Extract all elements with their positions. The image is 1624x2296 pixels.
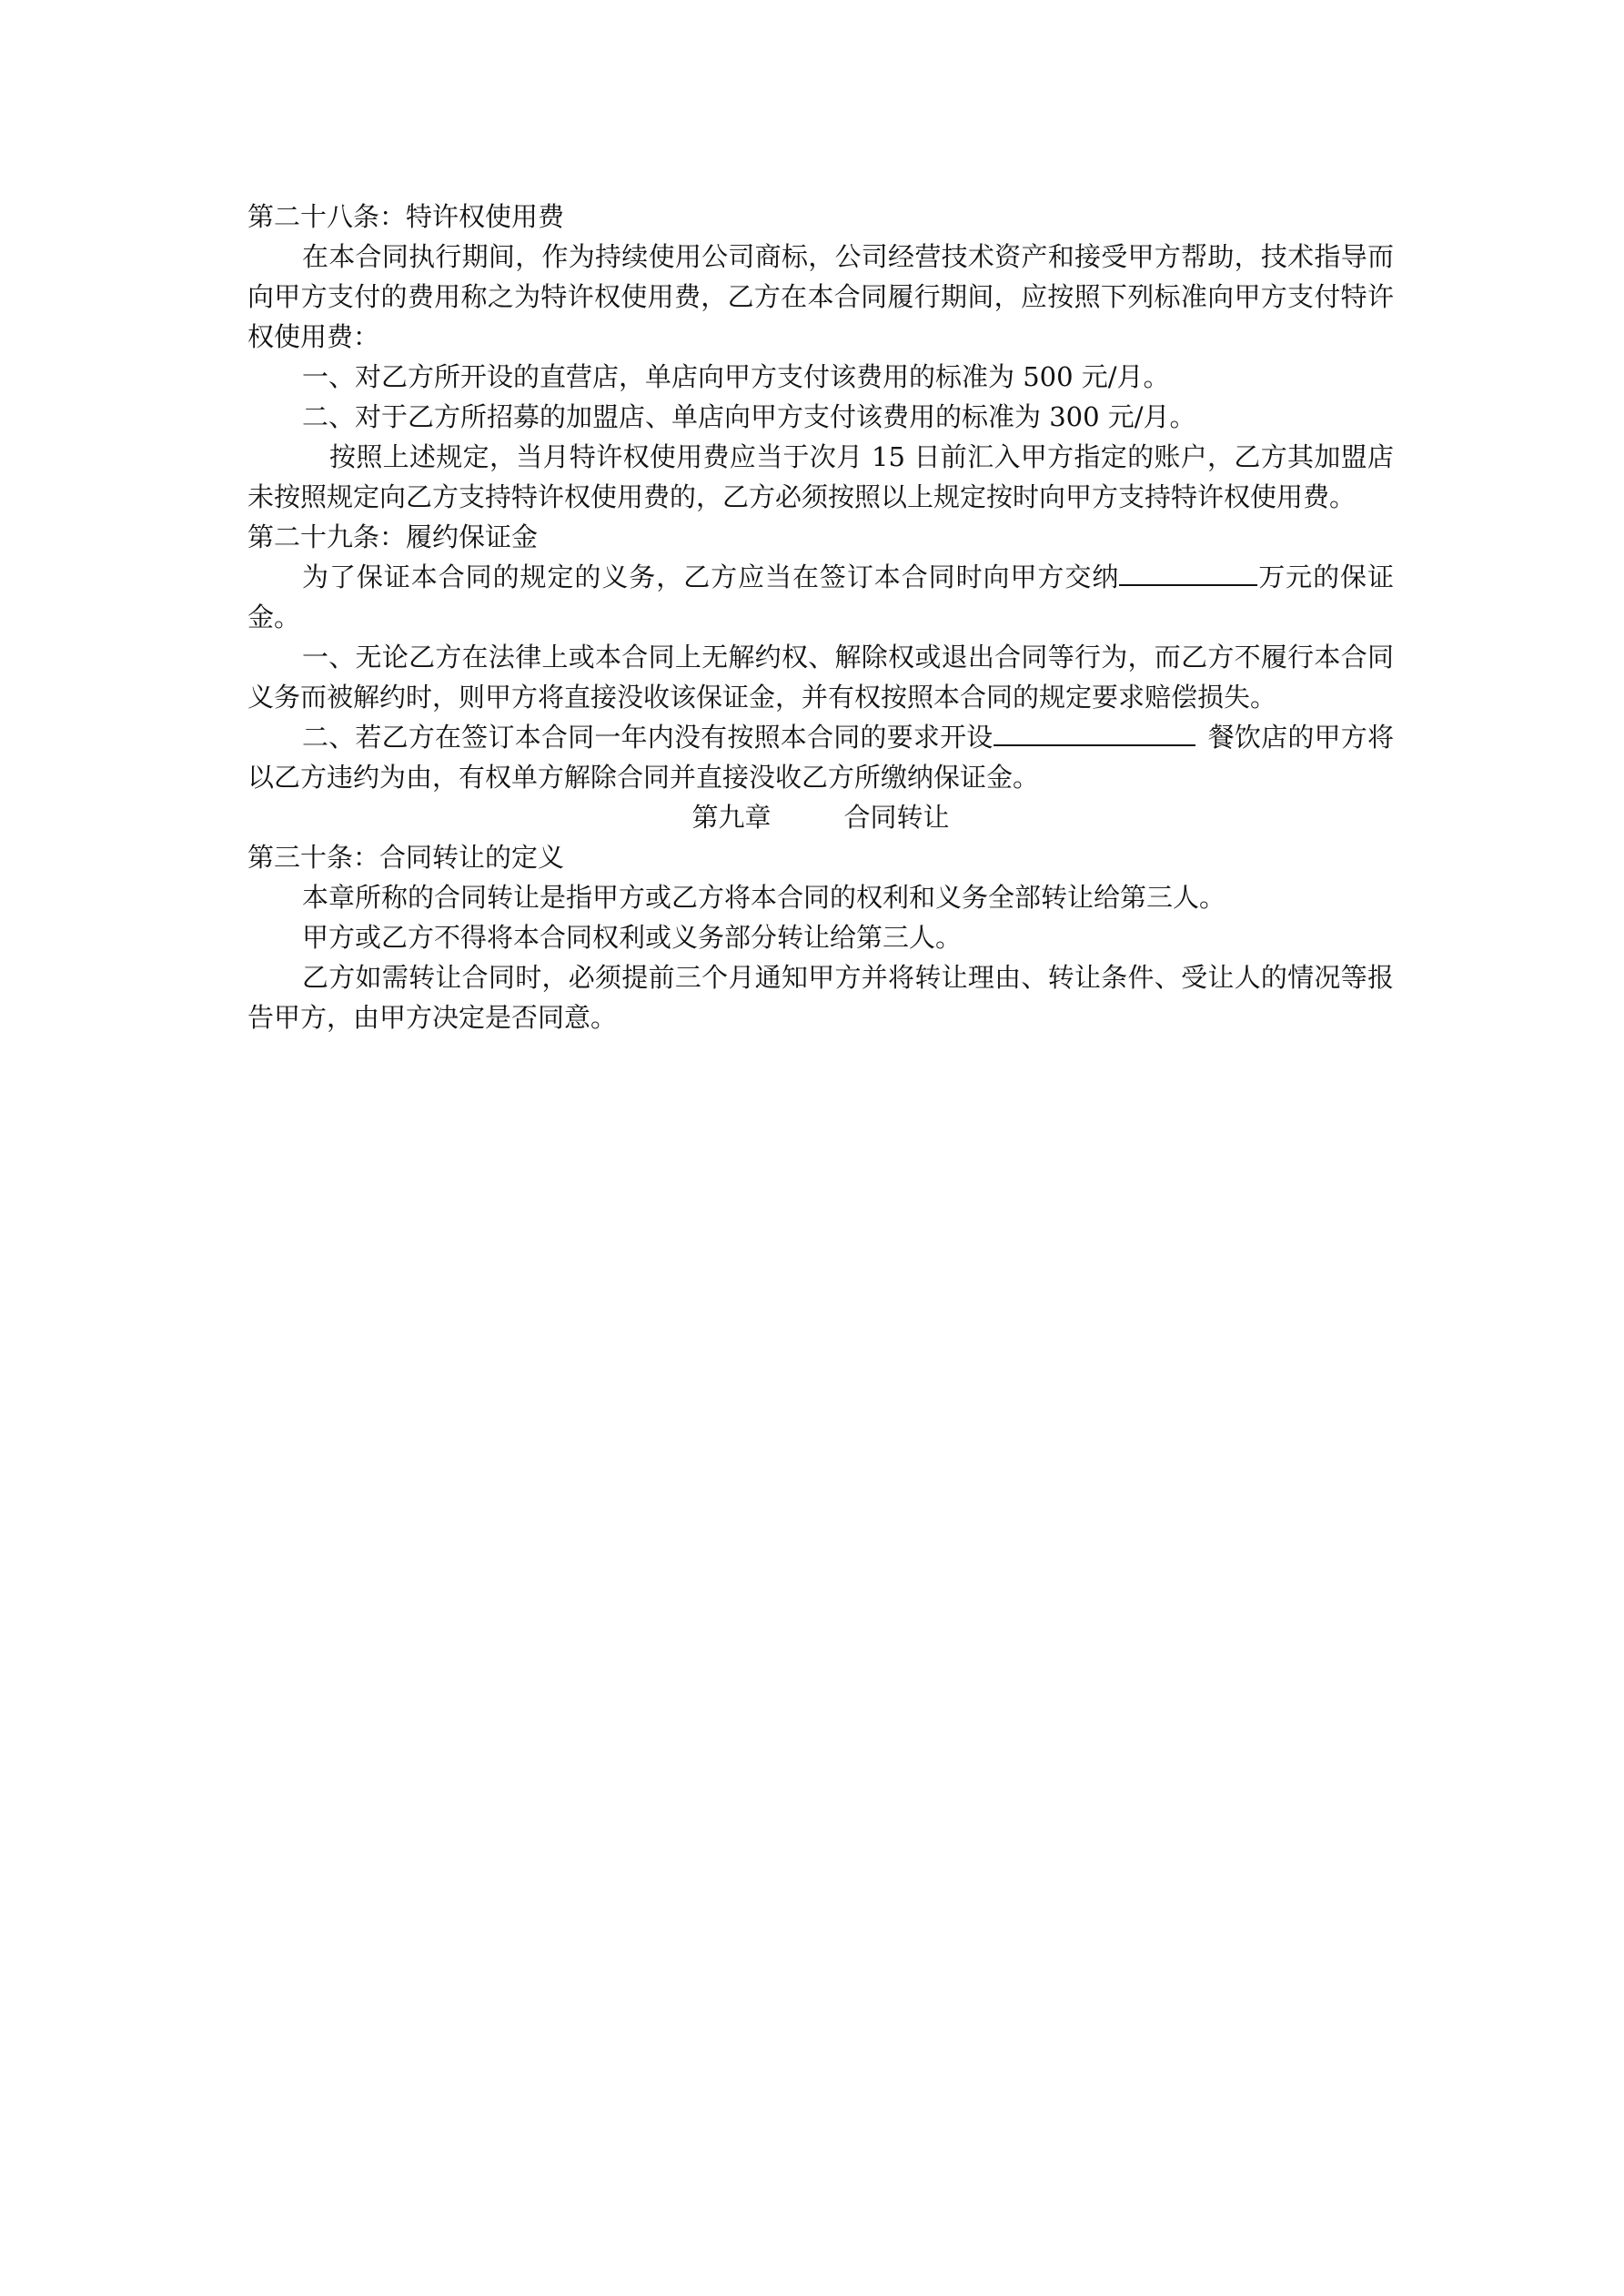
article-29-item-2-before: 二、若乙方在签订本合同一年内没有按照本合同的要求开设 bbox=[302, 722, 994, 753]
chapter-9-heading bbox=[247, 797, 1394, 837]
article-29-paragraph bbox=[247, 557, 1394, 637]
article-30-paragraph-3: 乙方如需转让合同时，必须提前三个月通知甲方并将转让理由、转让条件、受让人的情况等报告甲方，由甲方决定是否同意。 bbox=[247, 962, 1394, 1033]
article-28-paragraph: 在本合同执行期间，作为持续使用公司商标，公司经营技术资产和接受甲方帮助，技术指导而向甲方支付的费用称之为特许权使用费，乙方在本合同履行期间，应按照下列标准向甲方支付特许权使用费： bbox=[247, 241, 1394, 352]
chapter-number: 第九章 bbox=[691, 802, 772, 833]
article-29-paragraph-before: 为了保证本合同的规定的义务，乙方应当在签订本合同时向甲方交纳 bbox=[302, 561, 1120, 592]
article-30-paragraph-1: 本章所称的合同转让是指甲方或乙方将本合同的权利和义务全部转让给第三人。 bbox=[302, 882, 1226, 913]
document-body bbox=[247, 197, 1394, 1037]
article-28-payment-rule: 按照上述规定，当月特许权使用费应当于次月 15 日前汇入甲方指定的账户，乙方其加盟店未按照规定向乙方支持特许权使用费的，乙方必须按照以上规定按时向甲方支持特许权使用费。 bbox=[247, 441, 1394, 512]
article-29-paragraph-after: 万元的保证金。 bbox=[247, 561, 1394, 632]
restaurant-name-blank bbox=[994, 717, 1195, 746]
article-29-item-1: 一、无论乙方在法律上或本合同上无解约权、解除权或退出合同等行为，而乙方不履行本合同义务而被解约时，则甲方将直接没收该保证金，并有权按照本合同的规定要求赔偿损失。 bbox=[247, 642, 1394, 713]
article-29-title: 第二十九条：履约保证金 bbox=[247, 521, 539, 552]
article-29-item-2 bbox=[247, 717, 1394, 797]
chapter-name: 合同转让 bbox=[843, 802, 950, 833]
article-29-item-2-after: 餐饮店的甲方将以乙方违约为由，有权单方解除合同并直接没收乙方所缴纳保证金。 bbox=[247, 722, 1394, 793]
article-28-item-2: 二、对于乙方所招募的加盟店、单店向甲方支付该费用的标准为 300 元/月。 bbox=[302, 401, 1196, 432]
deposit-amount-blank bbox=[1119, 557, 1257, 586]
article-30-title: 第三十条：合同转让的定义 bbox=[247, 842, 565, 873]
article-28-item-1: 一、对乙方所开设的直营店，单店向甲方支付该费用的标准为 500 元/月。 bbox=[302, 361, 1170, 392]
article-28-title: 第二十八条：特许权使用费 bbox=[247, 201, 565, 232]
article-30-paragraph-2: 甲方或乙方不得将本合同权利或义务部分转让给第三人。 bbox=[302, 922, 963, 953]
